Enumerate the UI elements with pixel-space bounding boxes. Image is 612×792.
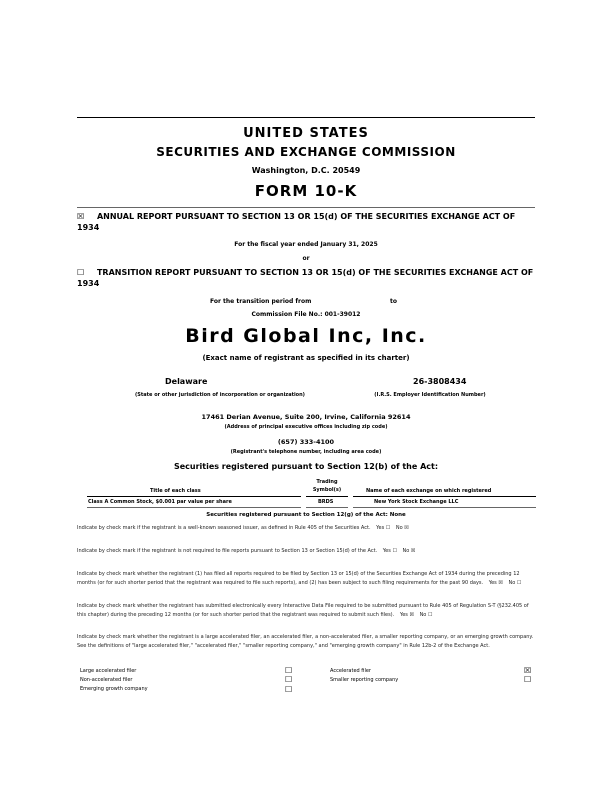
- table-cell-exchange: New York Stock Exchange LLC: [374, 499, 459, 505]
- annual-report-line: [77, 211, 535, 233]
- transition-report-checkbox[interactable]: ☐: [77, 268, 85, 277]
- yes-checkbox[interactable]: Yes ☒: [399, 612, 414, 618]
- form-title: FORM 10-K: [254, 182, 358, 200]
- table-row-rule: [87, 507, 301, 508]
- question-text: Indicate by check mark whether the registrant has submitted electronically every Interactive Data File required to be submitted pursuant to Rule 405 of Regulation S-T (§232.405 of this chapter) during the preceding 12 months (or for such shorter period that the registrant was required to submit such files).: [77, 603, 529, 618]
- table-row-rule: [353, 507, 536, 508]
- commission-file-number: Commission File No.: 001-39012: [251, 311, 361, 318]
- no-checkbox[interactable]: No ☐: [419, 612, 433, 618]
- yes-checkbox[interactable]: Yes ☒: [488, 580, 503, 586]
- transition-report-line: [77, 267, 535, 289]
- transition-period-to: to: [390, 298, 397, 305]
- city-line: Washington, D.C. 20549: [251, 166, 361, 175]
- table-cell-symbol: BRDS: [318, 499, 334, 505]
- or-separator: or: [302, 255, 310, 262]
- fiscal-period: For the fiscal year ended January 31, 2025: [234, 241, 378, 248]
- table-cell-class: Class A Common Stock, $0.001 par value per share: [88, 499, 232, 505]
- question-text: Indicate by check mark whether the registrant is a large accelerated filer, an accelerated filer, a non-accelerated filer, a smaller reporting company, or an emerging growth company. See the definitions of "large accelerated filer," "accelerated filer," "smaller reporting company," and "emerging growth company" in Rule 12b-2 of the Exchange Act.: [77, 634, 534, 649]
- section-12g-line: Securities registered pursuant to Section 12(g) of the Act: None: [206, 512, 406, 518]
- transition-period-from: For the transition period from: [210, 298, 312, 305]
- commission-heading: SECURITIES AND EXCHANGE COMMISSION: [156, 145, 456, 159]
- filer-label-accelerated: Accelerated filer: [330, 668, 371, 674]
- yes-checkbox[interactable]: Yes ☐: [382, 548, 397, 554]
- state-caption: (State or other jurisdiction of incorporation or organization): [135, 392, 305, 398]
- checkbox-large-accelerated[interactable]: ☐: [285, 666, 293, 675]
- question-well-known-issuer: [77, 524, 535, 533]
- phone-caption: (Registrant's telephone number, including area code): [230, 449, 382, 455]
- state-of-incorporation: Delaware: [165, 377, 208, 386]
- annual-report-checkbox[interactable]: ☒: [77, 212, 85, 221]
- question-text: Indicate by check mark whether the registrant (1) has filed all reports required to be filed by Section 13 or 15(d) of the Securities Exchange Act of 1934 during the preceding 12 months (or for such shorter period that the registrant was required to file such reports), and (2) has been subject to such filing requirements for the past 90 days.: [77, 571, 520, 586]
- col-title-of-class: Title of each class: [150, 488, 201, 494]
- employer-id-caption: (I.R.S. Employer Identification Number): [374, 392, 486, 398]
- divider: [77, 207, 535, 208]
- employer-id-number: 26-3808434: [413, 377, 467, 386]
- question-interactive-data: [77, 602, 535, 620]
- annual-report-label: ANNUAL REPORT PURSUANT TO SECTION 13 OR 15(d) OF THE SECURITIES EXCHANGE ACT OF 1934: [77, 212, 516, 232]
- question-text: Indicate by check mark if the registrant is not required to file reports pursuant to Section 13 or Section 15(d) of the Act.: [77, 548, 378, 554]
- table-header-rule: [306, 496, 348, 497]
- filer-label-large-accelerated: Large accelerated filer: [80, 668, 137, 674]
- checkbox-accelerated[interactable]: ☒: [524, 666, 532, 675]
- checkbox-emerging-growth[interactable]: ☐: [285, 685, 293, 694]
- address-caption: (Address of principal executive offices including zip code): [224, 424, 388, 430]
- transition-report-label: TRANSITION REPORT PURSUANT TO SECTION 13 OR 15(d) OF THE SECURITIES EXCHANGE ACT OF 1934: [77, 268, 534, 288]
- checkbox-smaller-reporting[interactable]: ☐: [524, 675, 532, 684]
- col-exchange-name: Name of each exchange on which registered: [366, 488, 492, 494]
- top-rule: [77, 117, 535, 118]
- question-filer-status: [77, 633, 535, 651]
- registrant-name-caption: (Exact name of registrant as specified in its charter): [202, 354, 410, 362]
- filer-label-non-accelerated: Non-accelerated filer: [80, 677, 133, 683]
- table-header-rule: [87, 496, 301, 497]
- question-text: Indicate by check mark if the registrant is a well-known seasoned issuer, as defined in Rule 405 of the Securities Act.: [77, 525, 371, 531]
- registrant-phone: (657) 333-4100: [277, 438, 335, 446]
- no-checkbox[interactable]: No ☒: [402, 548, 416, 554]
- registrant-name: Bird Global Inc, Inc.: [185, 325, 427, 347]
- no-checkbox[interactable]: No ☒: [395, 525, 409, 531]
- question-not-required-to-file: [77, 547, 535, 556]
- agency-heading: UNITED STATES: [243, 126, 369, 141]
- table-row-rule: [306, 507, 348, 508]
- yes-checkbox[interactable]: Yes ☐: [376, 525, 391, 531]
- section-12b-heading: Securities registered pursuant to Section 12(b) of the Act:: [173, 462, 439, 471]
- no-checkbox[interactable]: No ☐: [508, 580, 522, 586]
- table-header-rule: [353, 496, 536, 497]
- filer-label-emerging-growth: Emerging growth company: [80, 686, 148, 692]
- registrant-address: 17461 Derian Avenue, Suite 200, Irvine, California 92614: [201, 413, 411, 421]
- checkbox-non-accelerated[interactable]: ☐: [285, 675, 293, 684]
- col-trading-symbol: Trading Symbol(s): [312, 479, 342, 493]
- question-filed-all-reports: [77, 570, 535, 588]
- filer-label-smaller-reporting: Smaller reporting company: [330, 677, 399, 683]
